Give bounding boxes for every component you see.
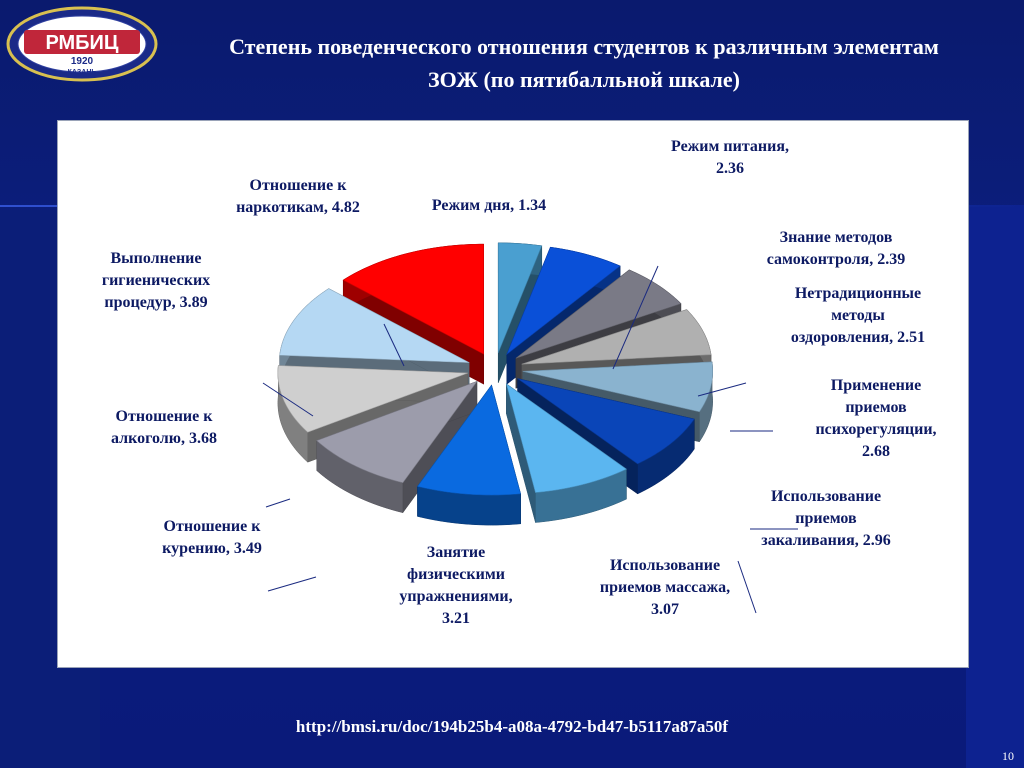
pie-label-line: Режим питания, (671, 138, 789, 155)
pie-label-line: самоконтроля, 2.39 (766, 251, 906, 268)
logo-main-text: РМБИЦ (45, 32, 119, 54)
pie-label-line: упражнениями, (399, 588, 513, 605)
pie-label-2 (671, 136, 789, 180)
background-band-right (966, 205, 1024, 768)
logo-city: КАЗАНЬ (67, 69, 97, 76)
pie-label-line: оздоровления, 2.51 (790, 329, 926, 346)
pie-label-line: Нетрадиционные (794, 285, 922, 302)
slide-title (158, 30, 1010, 96)
leader-line-6 (266, 499, 290, 507)
title-line-1: Степень поведенческого отношения студентов к различным элементам (229, 34, 939, 59)
pie-label-line: приемов массажа, (599, 579, 731, 596)
pie-label-line: Знание методов (779, 229, 893, 246)
pie-label-line: 2.68 (862, 443, 890, 460)
pie-label-10 (111, 406, 217, 450)
title-line-2: ЗОЖ (по пятибалльной шкале) (428, 67, 740, 92)
pie-label-line: Режим дня, 1.34 (431, 197, 547, 214)
pie-label-line: Отношение к (249, 177, 347, 194)
page-number: 10 (1002, 749, 1014, 763)
pie-label-1 (432, 195, 546, 217)
pie-label-6 (761, 486, 890, 552)
pie-label-line: Использование (770, 488, 882, 505)
pie-label-line: Отношение к (163, 518, 261, 535)
pie-label-line: 3.07 (651, 601, 679, 618)
pie-label-line: Применение (830, 377, 922, 394)
pie-label-line: методы (831, 307, 885, 324)
leader-line-7 (268, 577, 316, 591)
pie-label-line: психорегуляции, (815, 421, 937, 438)
pie-label-12 (236, 175, 360, 219)
pie-label-line: приемов (795, 510, 857, 527)
source-url[interactable]: http://bmsi.ru/doc/194b25b4-a08a-4792-bd47-b5117a87a50f (295, 717, 729, 736)
pie-label-line: процедур, 3.89 (104, 294, 208, 311)
pie-label-line: Отношение к (115, 408, 213, 425)
logo-year: 1920 (70, 56, 94, 67)
leader-line-5 (738, 561, 756, 613)
pie-label-3 (767, 227, 906, 271)
pie-label-line: наркотикам, 4.82 (236, 199, 360, 216)
pie-label-7 (600, 555, 730, 621)
pie-label-line: Выполнение (110, 250, 202, 267)
rmbic-logo (6, 6, 158, 82)
pie-label-line: курению, 3.49 (162, 540, 262, 557)
pie-label-line: Занятие (426, 544, 486, 561)
pie-label-11 (102, 248, 210, 314)
pie-label-line: Использование (609, 557, 721, 574)
pie-label-line: приемов (845, 399, 907, 416)
pie-label-line: гигиенических (101, 272, 211, 289)
pie-label-line: закаливания, 2.96 (761, 532, 891, 549)
pie-label-line: физическими (407, 566, 505, 583)
pie-label-5 (815, 375, 936, 463)
pie-label-4 (791, 283, 925, 349)
pie-label-line: 3.21 (442, 610, 470, 627)
pie-label-8 (399, 542, 512, 630)
pie-label-9 (162, 516, 262, 560)
pie-label-line: 2.36 (716, 160, 744, 177)
pie-label-line: алкоголю, 3.68 (111, 430, 217, 447)
